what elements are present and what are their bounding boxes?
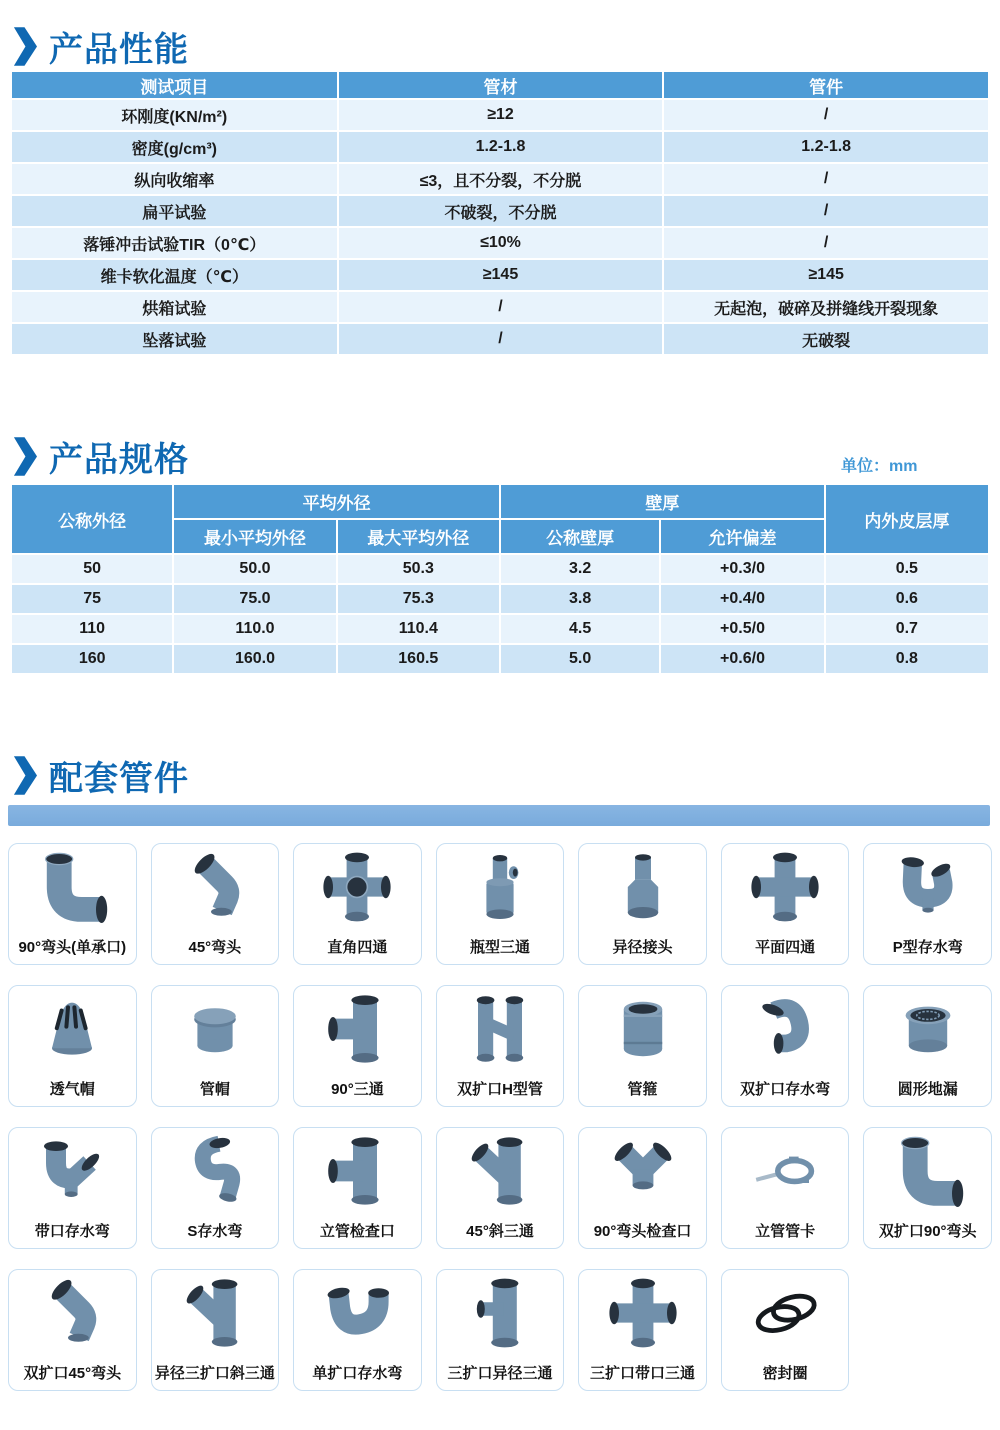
value-cell: 0.8 <box>825 644 989 674</box>
fitting-card <box>293 1269 422 1391</box>
u-trap-icon <box>314 1273 400 1353</box>
spec-header-row-1 <box>11 484 989 519</box>
value-cell: 160.5 <box>337 644 500 674</box>
fitting-label: 90°弯头检查口 <box>593 1223 692 1240</box>
group-header-wall-thickness: 壁厚 <box>500 484 825 519</box>
test-item-cell: 纵向收缩率 <box>11 163 338 195</box>
nominal-od-cell: 50 <box>11 554 173 584</box>
test-item-cell: 环刚度(KN/m²) <box>11 99 338 131</box>
tee45-icon <box>172 1273 258 1353</box>
table-row <box>11 291 989 323</box>
pipe-cap-icon <box>172 989 258 1069</box>
fitting-card <box>293 843 422 965</box>
table-row <box>11 131 989 163</box>
fitting-card <box>293 1127 422 1249</box>
nominal-od-cell: 110 <box>11 614 173 644</box>
fitting-card <box>8 843 137 965</box>
value-cell: 3.2 <box>500 554 660 584</box>
value-cell: / <box>663 163 989 195</box>
fitting-label: 立管管卡 <box>755 1223 816 1240</box>
fitting-label: 瓶型三通 <box>469 939 530 956</box>
h-pipe-icon <box>457 989 543 1069</box>
p-trap-icon <box>885 847 971 927</box>
pipe-clamp-icon <box>742 1131 828 1211</box>
value-cell: 4.5 <box>500 614 660 644</box>
nominal-od-cell: 160 <box>11 644 173 674</box>
fitting-label: 双扩口存水弯 <box>740 1081 831 1098</box>
fitting-card <box>8 1127 137 1249</box>
value-cell: / <box>338 291 664 323</box>
fitting-card <box>863 843 992 965</box>
value-cell: 50.0 <box>173 554 336 584</box>
test-item-cell: 落锤冲击试验TIR（0℃） <box>11 227 338 259</box>
vent-cap-icon <box>29 989 115 1069</box>
table-row <box>11 614 989 644</box>
col-header-nominal-od: 公称外径 <box>11 484 173 554</box>
fittings-title-text: 配套管件 <box>49 760 189 798</box>
test-item-cell: 烘箱试验 <box>11 291 338 323</box>
fitting-card <box>436 1127 565 1249</box>
value-cell: 1.2-1.8 <box>663 131 989 163</box>
fitting-label: 圆形地漏 <box>897 1081 958 1098</box>
tee90-icon <box>314 989 400 1069</box>
table-row <box>11 259 989 291</box>
seal-ring-icon <box>742 1273 828 1353</box>
value-cell: ≥12 <box>338 99 664 131</box>
fitting-label: 异径接头 <box>612 939 673 956</box>
fitting-label: 带口存水弯 <box>34 1223 110 1240</box>
value-cell: +0.5/0 <box>660 614 824 644</box>
value-cell: 无起泡，破碎及拼缝线开裂现象 <box>663 291 989 323</box>
value-cell: 110.0 <box>173 614 336 644</box>
fitting-card <box>151 1127 280 1249</box>
value-cell: 5.0 <box>500 644 660 674</box>
value-cell: 160.0 <box>173 644 336 674</box>
test-item-cell: 坠落试验 <box>11 323 338 355</box>
value-cell: 75.3 <box>337 584 500 614</box>
reducer-icon <box>600 847 686 927</box>
fitting-label: 45°弯头 <box>188 939 242 956</box>
value-cell: ≤10% <box>338 227 664 259</box>
value-cell: / <box>338 323 664 355</box>
fitting-card <box>578 1127 707 1249</box>
col-header-max-avg-od: 最大平均外径 <box>337 519 500 554</box>
fitting-card <box>578 985 707 1107</box>
value-cell: 无破裂 <box>663 323 989 355</box>
col-header-pipe: 管材 <box>338 71 664 99</box>
value-cell: 75.0 <box>173 584 336 614</box>
elbow90-icon <box>885 1131 971 1211</box>
chevron-right-icon <box>12 437 37 476</box>
fitting-card <box>436 843 565 965</box>
value-cell: 0.7 <box>825 614 989 644</box>
value-cell: ≤3，且不分裂，不分脱 <box>338 163 664 195</box>
tee90-icon <box>314 1131 400 1211</box>
s-trap-icon <box>172 1131 258 1211</box>
table-row <box>11 584 989 614</box>
spec-section-title <box>12 432 189 481</box>
value-cell: 不破裂，不分脱 <box>338 195 664 227</box>
fittings-grid <box>8 843 992 1391</box>
fitting-card <box>436 1269 565 1391</box>
tee45-icon <box>457 1131 543 1211</box>
fitting-label: 密封圈 <box>762 1365 808 1382</box>
value-cell: 1.2-1.8 <box>338 131 664 163</box>
elbow45-icon <box>172 847 258 927</box>
nominal-od-cell: 75 <box>11 584 173 614</box>
fitting-label: S存水弯 <box>187 1223 243 1240</box>
fitting-card <box>151 1269 280 1391</box>
col-header-tolerance: 允许偏差 <box>660 519 824 554</box>
performance-table <box>10 70 990 356</box>
fitting-card <box>863 985 992 1107</box>
table-row <box>11 99 989 131</box>
col-header-fitting: 管件 <box>663 71 989 99</box>
performance-table-body <box>11 99 989 355</box>
coupling-icon <box>600 989 686 1069</box>
fitting-card <box>436 985 565 1107</box>
col-header-nominal-wall: 公称壁厚 <box>500 519 660 554</box>
value-cell: 110.4 <box>337 614 500 644</box>
trap-elbow-icon <box>742 989 828 1069</box>
table-row <box>11 554 989 584</box>
test-item-cell: 扁平试验 <box>11 195 338 227</box>
table-row <box>11 323 989 355</box>
fitting-label: 单扩口存水弯 <box>312 1365 403 1382</box>
fitting-label: 立管检查口 <box>319 1223 395 1240</box>
table-row <box>11 227 989 259</box>
value-cell: / <box>663 195 989 227</box>
col-header-min-avg-od: 最小平均外径 <box>173 519 336 554</box>
spec-table <box>10 483 990 675</box>
fitting-card <box>578 1269 707 1391</box>
bottle-tee-icon <box>457 847 543 927</box>
spec-title-text: 产品规格 <box>49 441 189 479</box>
cross-icon <box>742 847 828 927</box>
unit-label: 单位：mm <box>841 458 918 475</box>
floor-drain-icon <box>885 989 971 1069</box>
fitting-card <box>8 1269 137 1391</box>
test-item-cell: 维卡软化温度（℃） <box>11 259 338 291</box>
fitting-label: 三扩口异径三通 <box>447 1365 553 1382</box>
value-cell: 50.3 <box>337 554 500 584</box>
col-header-skin-thickness: 内外皮层厚 <box>825 484 989 554</box>
table-row <box>11 163 989 195</box>
fitting-label: 三扩口带口三通 <box>590 1365 696 1382</box>
elbow45-icon <box>29 1273 115 1353</box>
performance-section-title <box>12 22 189 71</box>
fitting-label: 双扩口H型管 <box>457 1081 543 1098</box>
cross-port-icon <box>314 847 400 927</box>
performance-title-text: 产品性能 <box>49 31 189 69</box>
reducing-tee-icon <box>457 1273 543 1353</box>
fitting-card <box>721 843 850 965</box>
fitting-label: 平面四通 <box>755 939 816 956</box>
fitting-card <box>721 1127 850 1249</box>
fitting-label: 90°三通 <box>331 1081 384 1098</box>
value-cell: +0.3/0 <box>660 554 824 584</box>
value-cell: / <box>663 99 989 131</box>
fitting-label: 双扩口45°弯头 <box>23 1365 122 1382</box>
value-cell: ≥145 <box>663 259 989 291</box>
value-cell: +0.4/0 <box>660 584 824 614</box>
fitting-card <box>8 985 137 1107</box>
table-row <box>11 195 989 227</box>
elbow90-icon <box>29 847 115 927</box>
fitting-card <box>863 1127 992 1249</box>
test-item-cell: 密度(g/cm³) <box>11 131 338 163</box>
value-cell: / <box>663 227 989 259</box>
fitting-label: P型存水弯 <box>892 939 963 956</box>
fitting-card <box>721 985 850 1107</box>
fitting-label: 透气帽 <box>49 1081 95 1098</box>
fitting-label: 45°斜三通 <box>466 1223 534 1240</box>
fitting-label: 双扩口90°弯头 <box>878 1223 977 1240</box>
y-check-icon <box>600 1131 686 1211</box>
performance-header-row <box>11 71 989 99</box>
value-cell: 3.8 <box>500 584 660 614</box>
spec-table-body <box>11 554 989 674</box>
table-row <box>11 644 989 674</box>
value-cell: 0.5 <box>825 554 989 584</box>
col-header-test-item: 测试项目 <box>11 71 338 99</box>
chevron-right-icon <box>12 756 37 795</box>
group-header-average-od: 平均外径 <box>173 484 500 519</box>
value-cell: +0.6/0 <box>660 644 824 674</box>
section-divider-banner <box>8 805 990 826</box>
fitting-label: 异径三扩口斜三通 <box>154 1365 275 1382</box>
fitting-label: 管箍 <box>627 1081 658 1098</box>
fittings-section-title <box>12 751 189 800</box>
port-trap-icon <box>29 1131 115 1211</box>
fitting-card <box>578 843 707 965</box>
cross-icon <box>600 1273 686 1353</box>
fitting-label: 直角四通 <box>327 939 388 956</box>
fitting-card <box>721 1269 850 1391</box>
value-cell: 0.6 <box>825 584 989 614</box>
fitting-label: 管帽 <box>199 1081 230 1098</box>
fitting-label: 90°弯头(单承口) <box>18 939 127 956</box>
fitting-card <box>293 985 422 1107</box>
chevron-right-icon <box>12 27 37 66</box>
fitting-card <box>151 985 280 1107</box>
fitting-card <box>151 843 280 965</box>
value-cell: ≥145 <box>338 259 664 291</box>
